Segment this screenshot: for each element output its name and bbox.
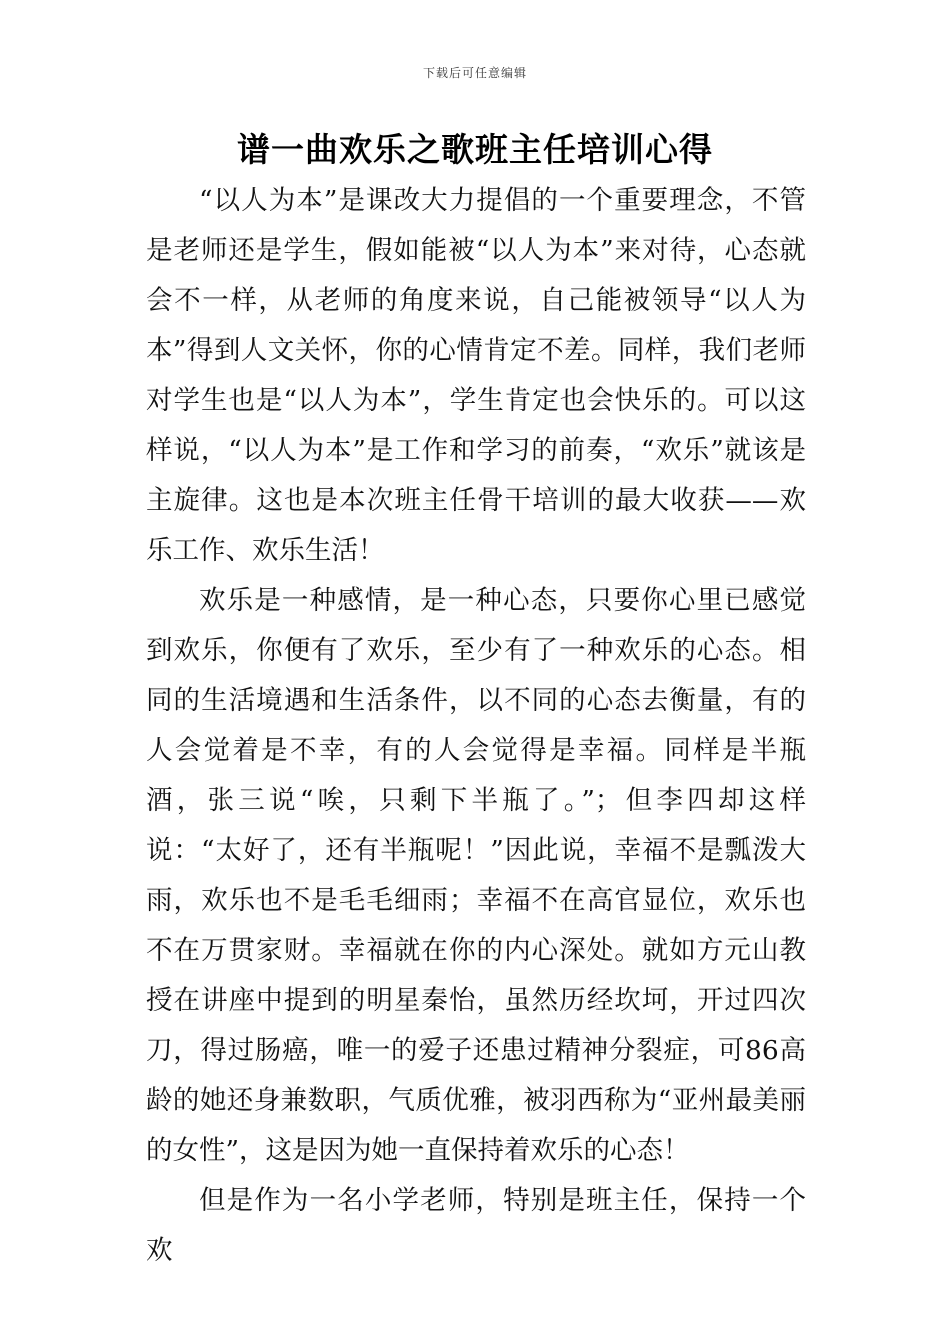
document-body [146,176,806,1276]
header-note: 下载后可任意编辑 [422,66,527,80]
paragraph-1: “以人为本”是课改大力提倡的一个重要理念，不管是老师还是学生，假如能被“以人为本”来对待，心态就会不一样，从老师的角度来说，自己能被领导“以人为本”得到人文关怀，你的心情肯定不差。同样，我们老师对学生也是“以人为本”，学生肯定也会快乐的。可以这样说，“以人为本”是工作和学习的前奏，“欢乐”就该是主旋律。这也是本次班主任骨干培训的最大收获——欢乐工作、欢乐生活！ [146,185,806,566]
document-title: 谱一曲欢乐之歌班主任培训心得 [237,130,713,169]
paragraph-3: 但是作为一名小学老师，特别是班主任，保持一个欢 [146,1185,806,1266]
paragraph-2: 欢乐是一种感情，是一种心态，只要你心里已感觉到欢乐，你便有了欢乐，至少有了一种欢乐的心态。相同的生活境遇和生活条件，以不同的心态去衡量，有的人会觉着是不幸，有的人会觉得是幸福。同样是半瓶酒，张三说“唉，只剩下半瓶了。”；但李四却这样说：“太好了，还有半瓶呢！”因此说，幸福不是瓢泼大雨，欢乐也不是毛毛细雨；幸福不在高官显位，欢乐也不在万贯家财。幸福就在你的内心深处。就如方元山教授在讲座中提到的明星秦怡，虽然历经坎坷，开过四次刀，得过肠癌，唯一的爱子还患过精神分裂症，可86高龄的她还身兼数职，气质优雅，被羽西称为“亚州最美丽的女性”，这是因为她一直保持着欢乐的心态！ [146,585,806,1166]
